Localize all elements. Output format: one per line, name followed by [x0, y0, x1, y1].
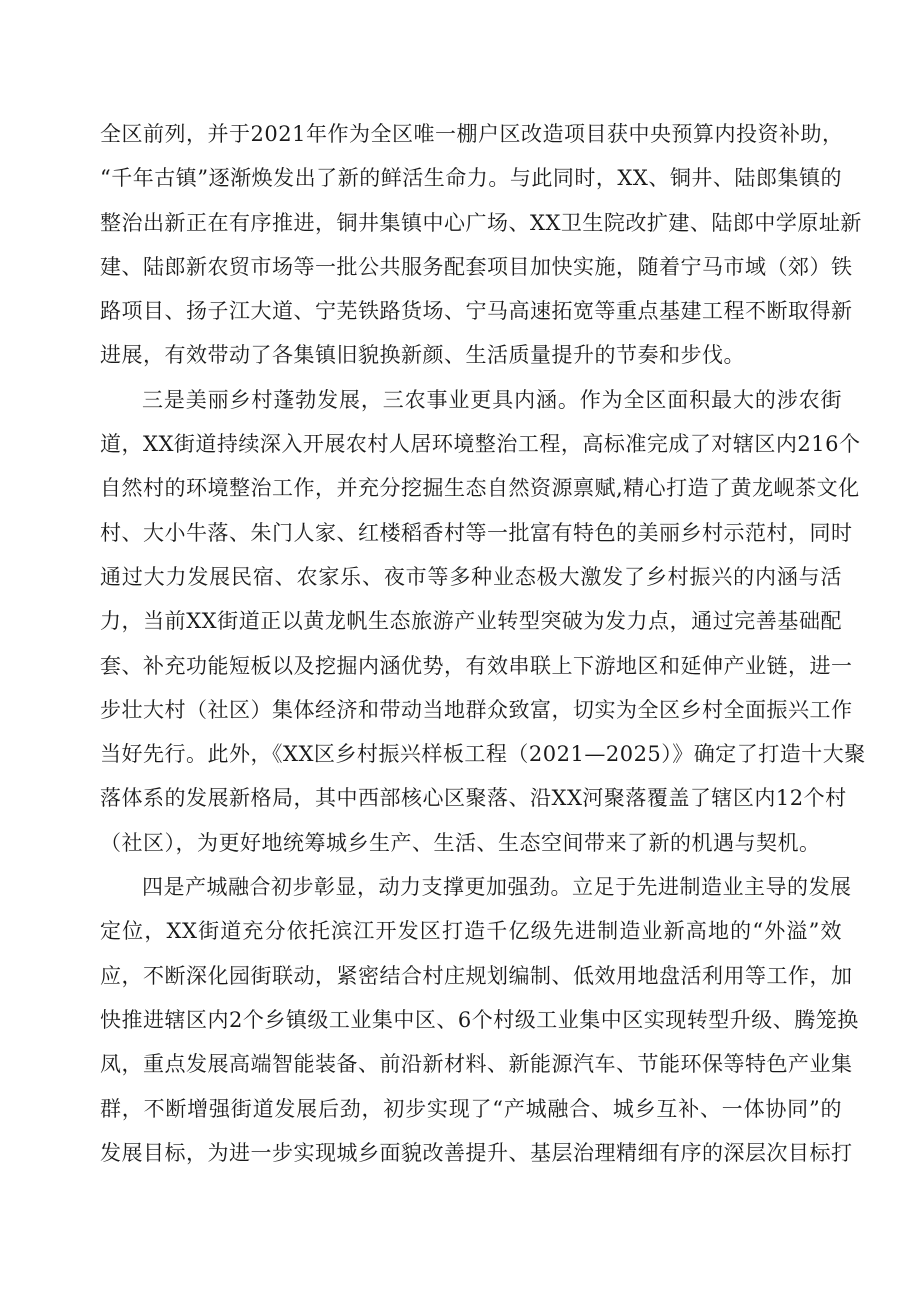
text-line: 整治出新正在有序推进，铜井集镇中心广场、XX卫生院改扩建、陆郎中学原址新 — [100, 210, 862, 235]
text-line: 全区前列，并于2021年作为全区唯一棚户区改造项目获中央预算内投资补助， — [100, 122, 844, 146]
text-line: 力，当前XX街道正以黄龙帆生态旅游产业转型突破为发力点，通过完善基础配 — [100, 609, 842, 634]
text-line: 自然村的环境整治工作，并充分挖掘生态自然资源禀赋,精心打造了黄龙岘茶文化 — [100, 476, 860, 501]
paragraph-heading-line: 四是产城融合初步彰显，动力支撑更加强劲。立足于先进制造业主导的发展 — [142, 875, 852, 900]
text-line: 建、陆郎新农贸市场等一批公共服务配套项目加快实施，随着宁马市域（郊）铁 — [100, 254, 853, 279]
text-line: 套、补充功能短板以及挖掘内涵优势，有效串联上下游地区和延伸产业链，进一 — [100, 653, 853, 678]
document-page — [100, 112, 866, 1175]
text-line: 发展目标，为进一步实现城乡面貌改善提升、基层治理精细有序的深层次目标打 — [100, 1140, 853, 1165]
text-line: 当好先行。此外，《XX区乡村振兴样板工程（2021—2025）》确定了打造十大聚 — [100, 742, 866, 767]
text-line: 通过大力发展民宿、农家乐、夜市等多种业态极大激发了乡村振兴的内涵与活 — [100, 564, 842, 589]
text-line: 步壮大村（社区）集体经济和带动当地群众致富，切实为全区乡村全面振兴工作 — [100, 697, 853, 722]
text-line: 村、大小牛落、朱门人家、红楼稻香村等一批富有特色的美丽乡村示范村，同时 — [100, 520, 853, 545]
text-line: （社区），为更好地统筹城乡生产、生活、生态空间带来了新的机遇与契机。 — [100, 830, 821, 855]
text-line: 进展，有效带动了各集镇旧貌换新颜、生活质量提升的节奏和步伐。 — [100, 343, 745, 368]
text-line: 快推进辖区内2个乡镇级工业集中区、6个村级工业集中区实现转型升级、腾笼换 — [100, 1007, 859, 1032]
text-line: 定位，XX街道充分依托滨江开发区打造千亿级先进制造业新高地的“外溢”效 — [100, 919, 842, 944]
text-line: 群，不断增强街道发展后劲，初步实现了“产城融合、城乡互补、一体协同”的 — [100, 1096, 842, 1121]
text-line: 路项目、扬子江大道、宁芜铁路货场、宁马高速拓宽等重点基建工程不断取得新 — [100, 299, 853, 324]
text-line: 落体系的发展新格局，其中西部核心区聚落、沿XX河聚落覆盖了辖区内12个村 — [100, 786, 847, 811]
paragraph-heading-line: 三是美丽乡村蓬勃发展，三农事业更具内涵。作为全区面积最大的涉农街 — [142, 387, 842, 412]
text-line: “千年古镇”逐渐焕发出了新的鲜活生命力。与此同时，XX、铜井、陆郎集镇的 — [100, 166, 842, 191]
text-line: 应，不断深化园街联动，紧密结合村庄规划编制、低效用地盘活利用等工作，加 — [100, 963, 853, 988]
text-line: 道，XX街道持续深入开展农村人居环境整治工程，高标准完成了对辖区内216个 — [100, 432, 861, 457]
text-line: 凤，重点发展高端智能装备、前沿新材料、新能源汽车、节能环保等特色产业集 — [100, 1052, 853, 1077]
